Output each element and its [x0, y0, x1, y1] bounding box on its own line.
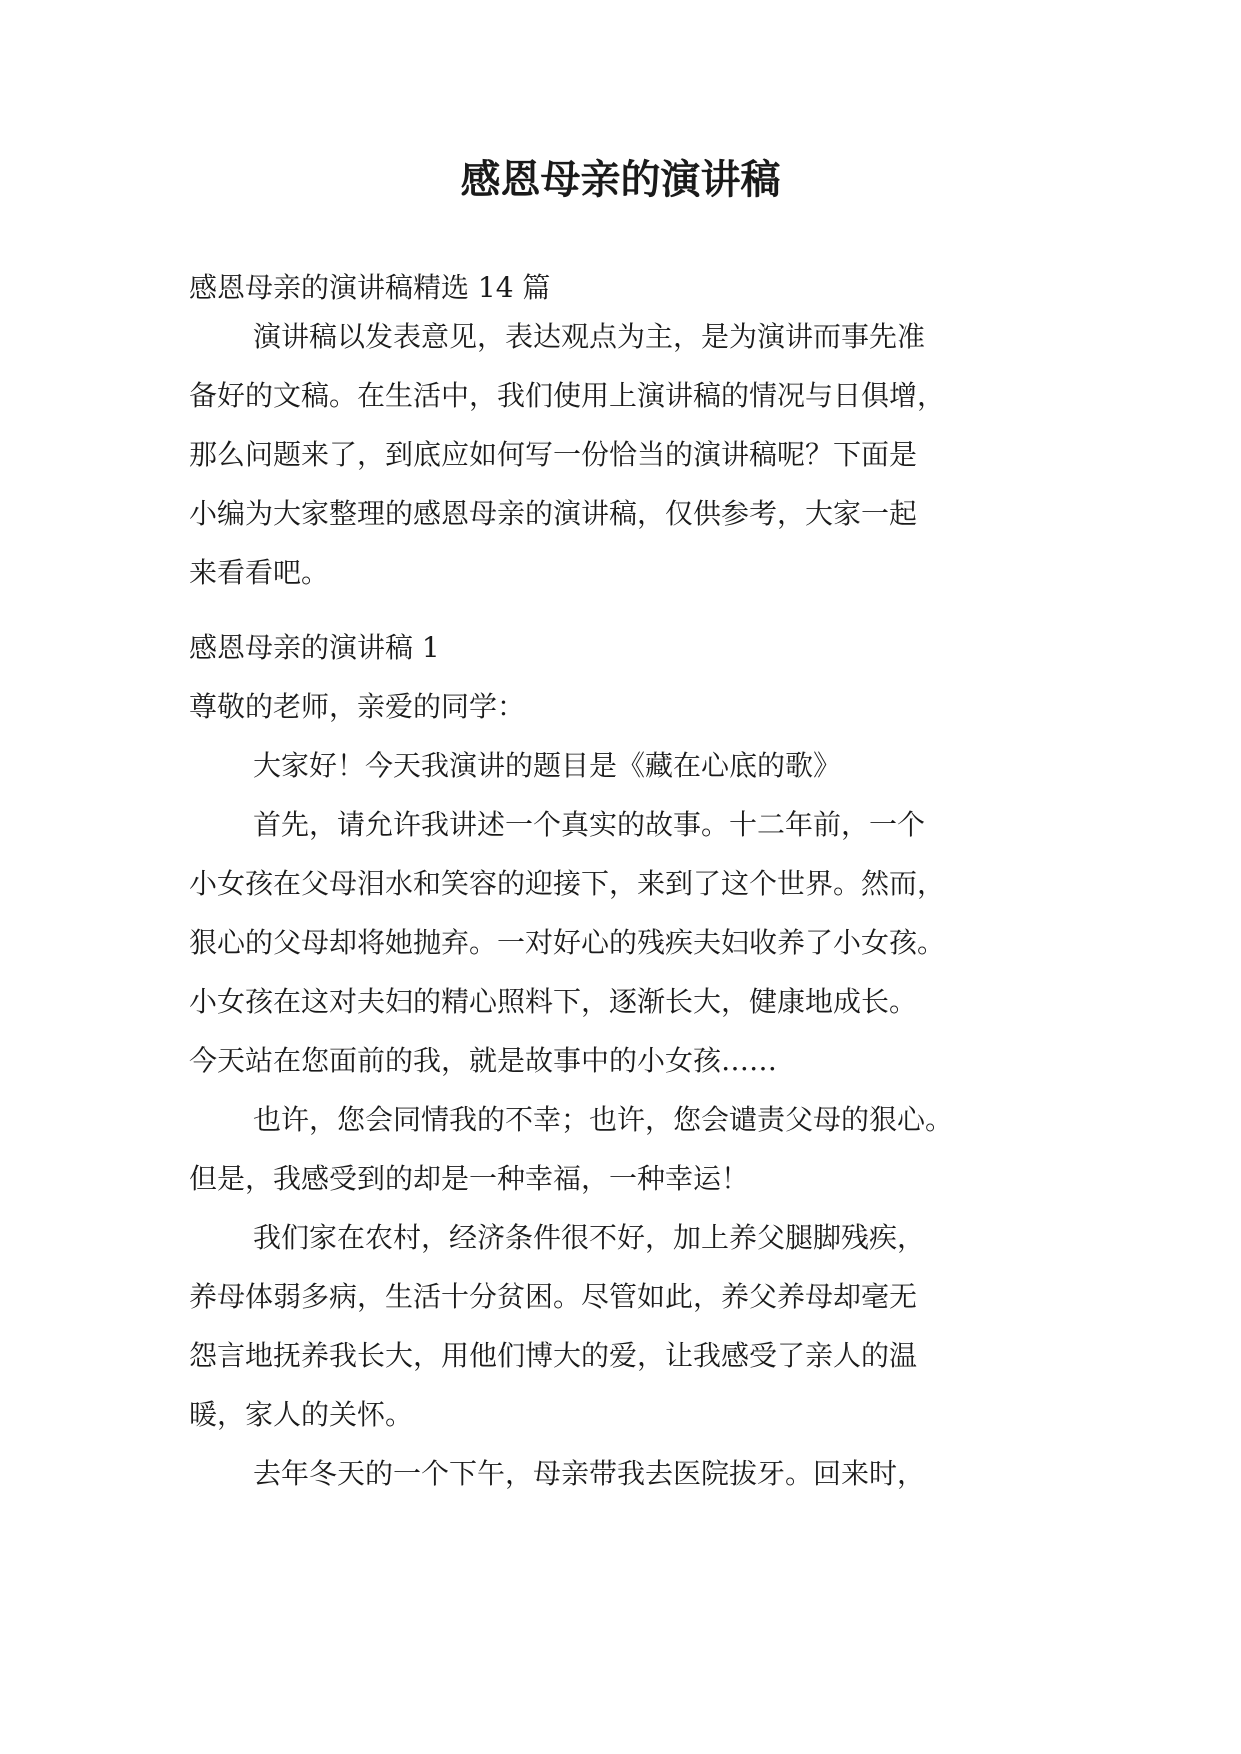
paragraph-line: 也许，您会同情我的不幸；也许，您会谴责父母的狠心。 [253, 1103, 954, 1136]
paragraph-line: 怨言地抚养我长大，用他们博大的爱，让我感受了亲人的温 [189, 1339, 918, 1372]
paragraph-line: 演讲稿以发表意见，表达观点为主，是为演讲而事先准 [253, 320, 926, 353]
intro-paragraph [189, 307, 1051, 602]
paragraph-line: 我们家在农村，经济条件很不好，加上养父腿脚残疾， [253, 1221, 926, 1254]
salutation: 尊敬的老师，亲爱的同学： [189, 690, 526, 723]
paragraph-line: 去年冬天的一个下午，母亲带我去医院拔牙。回来时， [253, 1457, 926, 1490]
document-subtitle: 感恩母亲的演讲稿精选 14 篇 [189, 271, 551, 304]
paragraph-line: 但是，我感受到的却是一种幸福，一种幸运！ [189, 1162, 750, 1195]
paragraph-line: 首先，请允许我讲述一个真实的故事。十二年前，一个 [253, 808, 926, 841]
speech-section [189, 618, 1051, 1503]
paragraph-line: 备好的文稿。在生活中，我们使用上演讲稿的情况与日俱增， [189, 379, 946, 412]
greeting: 大家好！今天我演讲的题目是《藏在心底的歌》 [253, 749, 842, 782]
paragraph-line: 小女孩在父母泪水和笑容的迎接下，来到了这个世界。然而， [189, 867, 946, 900]
paragraph-line: 养母体弱多病，生活十分贫困。尽管如此，养父养母却毫无 [189, 1280, 918, 1313]
paragraph-line: 来看看吧。 [189, 556, 330, 589]
paragraph-line: 小女孩在这对夫妇的精心照料下，逐渐长大，健康地成长。 [189, 985, 918, 1018]
paragraph-line: 小编为大家整理的感恩母亲的演讲稿，仅供参考，大家一起 [189, 497, 918, 530]
paragraph-line: 今天站在您面前的我，就是故事中的小女孩…… [189, 1044, 778, 1077]
paragraph-line: 那么问题来了，到底应如何写一份恰当的演讲稿呢？下面是 [189, 438, 918, 471]
paragraph-line: 暖，家人的关怀。 [189, 1398, 414, 1431]
document-title: 感恩母亲的演讲稿 [460, 156, 781, 203]
section-heading: 感恩母亲的演讲稿 1 [189, 631, 440, 664]
paragraph-line: 狠心的父母却将她抛弃。一对好心的残疾夫妇收养了小女孩。 [189, 926, 946, 959]
